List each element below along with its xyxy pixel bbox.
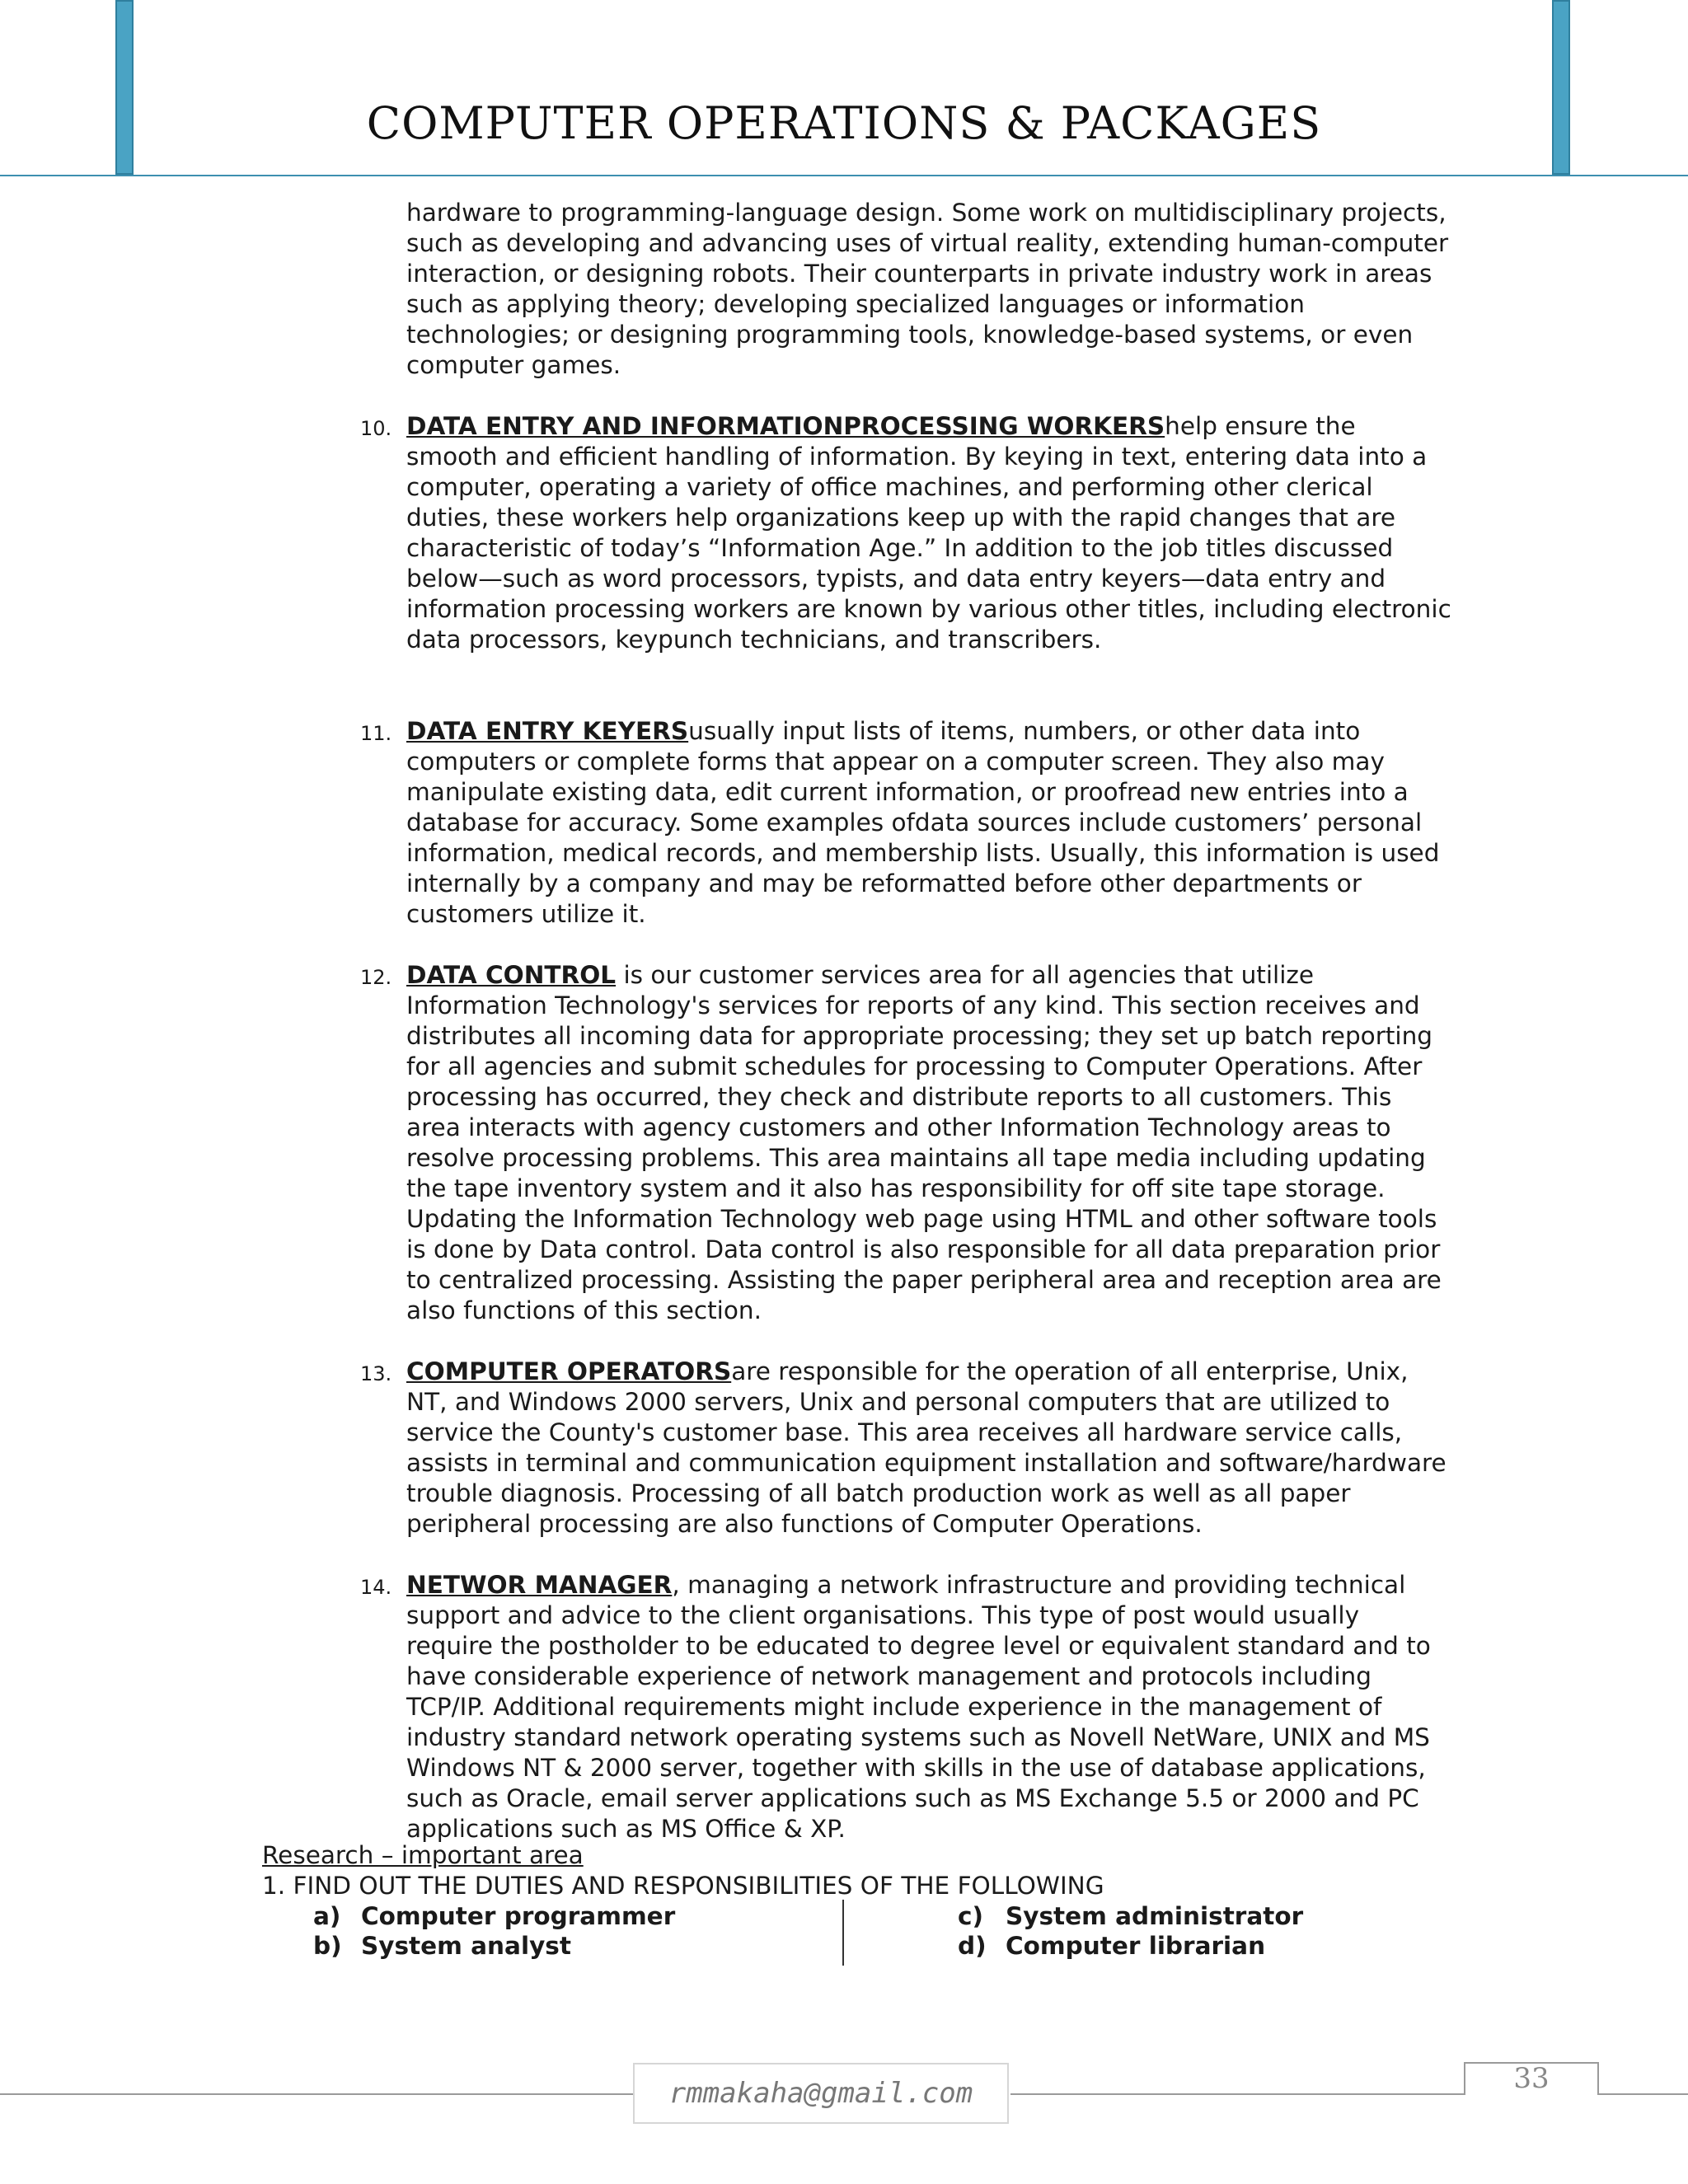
page-header-title: COMPUTER OPERATIONS & PACKAGES: [366, 97, 1322, 149]
item-body: [406, 716, 1453, 930]
column-divider: [842, 1900, 844, 1966]
item-body: [406, 1357, 1453, 1540]
intro-paragraph: hardware to programming-language design. Some work on multidisciplinary projects, such as developing and advancing uses of virtual reality, extending human-computer interaction, or designing robots. Their counterparts in private industry work in areas such as applying theory; developing specialized languages or information technologies; or designing programming tools, knowledge-based systems, or even computer games.: [406, 199, 1449, 379]
item-term: COMPUTER OPERATORS: [406, 1357, 732, 1385]
option-text: System analyst: [361, 1932, 571, 1960]
option-label: b): [313, 1932, 342, 1960]
item-number: 12.: [360, 966, 392, 989]
option-text: Computer programmer: [361, 1902, 676, 1930]
footer-rule-right: [1010, 2093, 1465, 2095]
research-option-d: [958, 1931, 1265, 1961]
item-text: are responsible for the operation of all enterprise, Unix, NT, and Windows 2000 servers, Unix and personal computers that are utilized to service the County's customer base. This area receives all hardware service calls, assists in terminal and communication equipment installation and software/hardware trouble diagnosis. Processing of all batch production work as well as all paper peripheral processing are also functions of Computer Operations.: [406, 1357, 1447, 1538]
item-number: 11.: [360, 722, 392, 745]
item-number: 13.: [360, 1362, 392, 1385]
option-label: a): [313, 1902, 341, 1930]
item-term: DATA CONTROL: [406, 961, 617, 989]
footer-rule-far: [1599, 2093, 1688, 2095]
option-text: Computer librarian: [1006, 1932, 1266, 1960]
page-number: 33: [1464, 2062, 1599, 2095]
research-option-c: [958, 1901, 1303, 1932]
research-instruction: 1. FIND OUT THE DUTIES AND RESPONSIBILITIES OF THE FOLLOWING: [262, 1872, 1104, 1900]
option-label: d): [958, 1932, 987, 1960]
research-option-a: [313, 1901, 675, 1932]
list-item-10: [360, 411, 1453, 655]
list-item-12: [360, 960, 1453, 1326]
item-text: help ensure the smooth and efficient handling of information. By keying in text, entering data into a computer, operating a variety of office machines, and performing other clerical duties, these workers help organizations keep up with the rapid changes that are characteristic of today’s “Information Age.” In addition to the job titles discussed below—such as word processors, typists, and data entry keyers—data entry and information processing workers are known by various other titles, including electronic data processors, keypunch technicians, and transcribers.: [406, 412, 1451, 654]
item-term: DATA ENTRY AND INFORMATIONPROCESSING WORKERS: [406, 412, 1165, 440]
footer-rule-left: [0, 2093, 633, 2095]
option-text: System administrator: [1006, 1902, 1304, 1930]
header-rule: [0, 175, 1688, 176]
research-heading: Research – important area: [262, 1841, 584, 1869]
research-option-b: [313, 1931, 571, 1961]
main-content: [360, 198, 1453, 1844]
item-number: 14.: [360, 1576, 392, 1599]
item-term: DATA ENTRY KEYERS: [406, 717, 689, 745]
item-text: usually input lists of items, numbers, or other data into computers or complete forms that appear on a computer screen. They also may manipulate existing data, edit current information, or proofread new entries into a database for accuracy. Some examples ofdata sources include customers’ personal information, medical records, and membership lists. Usually, this information is used internally by a company and may be reformatted before other departments or customers utilize it.: [406, 717, 1440, 928]
item-text: is our customer services area for all agencies that utilize Information Technology's services for reports of any kind. This section receives and distributes all incoming data for appropriate processing; they set up batch reporting for all agencies and submit schedules for processing to Computer Operations. After processing has occurred, they check and distribute reports to all customers. This area interacts with agency customers and other Information Technology areas to resolve processing problems. This area maintains all tape media including updating the tape inventory system and it also has responsibility for off site tape storage. Updating the Information Technology web page using HTML and other software tools is done by Data control. Data control is also responsible for all data preparation prior to centralized processing. Assisting the paper peripheral area and reception area are also functions of this section.: [406, 961, 1442, 1324]
item-number: 10.: [360, 417, 392, 440]
option-label: c): [958, 1902, 983, 1930]
item-term: NETWOR MANAGER: [406, 1571, 673, 1599]
item-body: [406, 1570, 1453, 1844]
item-body: [406, 960, 1453, 1326]
list-item-11: [360, 716, 1453, 930]
footer-email: rmmakaha@gmail.com: [633, 2063, 1009, 2124]
list-item-13: [360, 1357, 1453, 1540]
item-body: [406, 411, 1453, 655]
list-item-14: [360, 1570, 1453, 1844]
item-text: , managing a network infrastructure and providing technical support and advice to the client organisations. This type of post would usually require the postholder to be educated to degree level or equivalent standard and to have considerable experience of network management and protocols including TCP/IP. Additional requirements might include experience in the management of industry standard network operating systems such as Novell NetWare, UNIX and MS Windows NT & 2000 server, together with skills in the use of database applications, such as Oracle, email server applications such as MS Exchange 5.5 or 2000 and PC applications such as MS Office & XP.: [406, 1571, 1431, 1843]
research-section: [262, 1840, 1498, 1901]
